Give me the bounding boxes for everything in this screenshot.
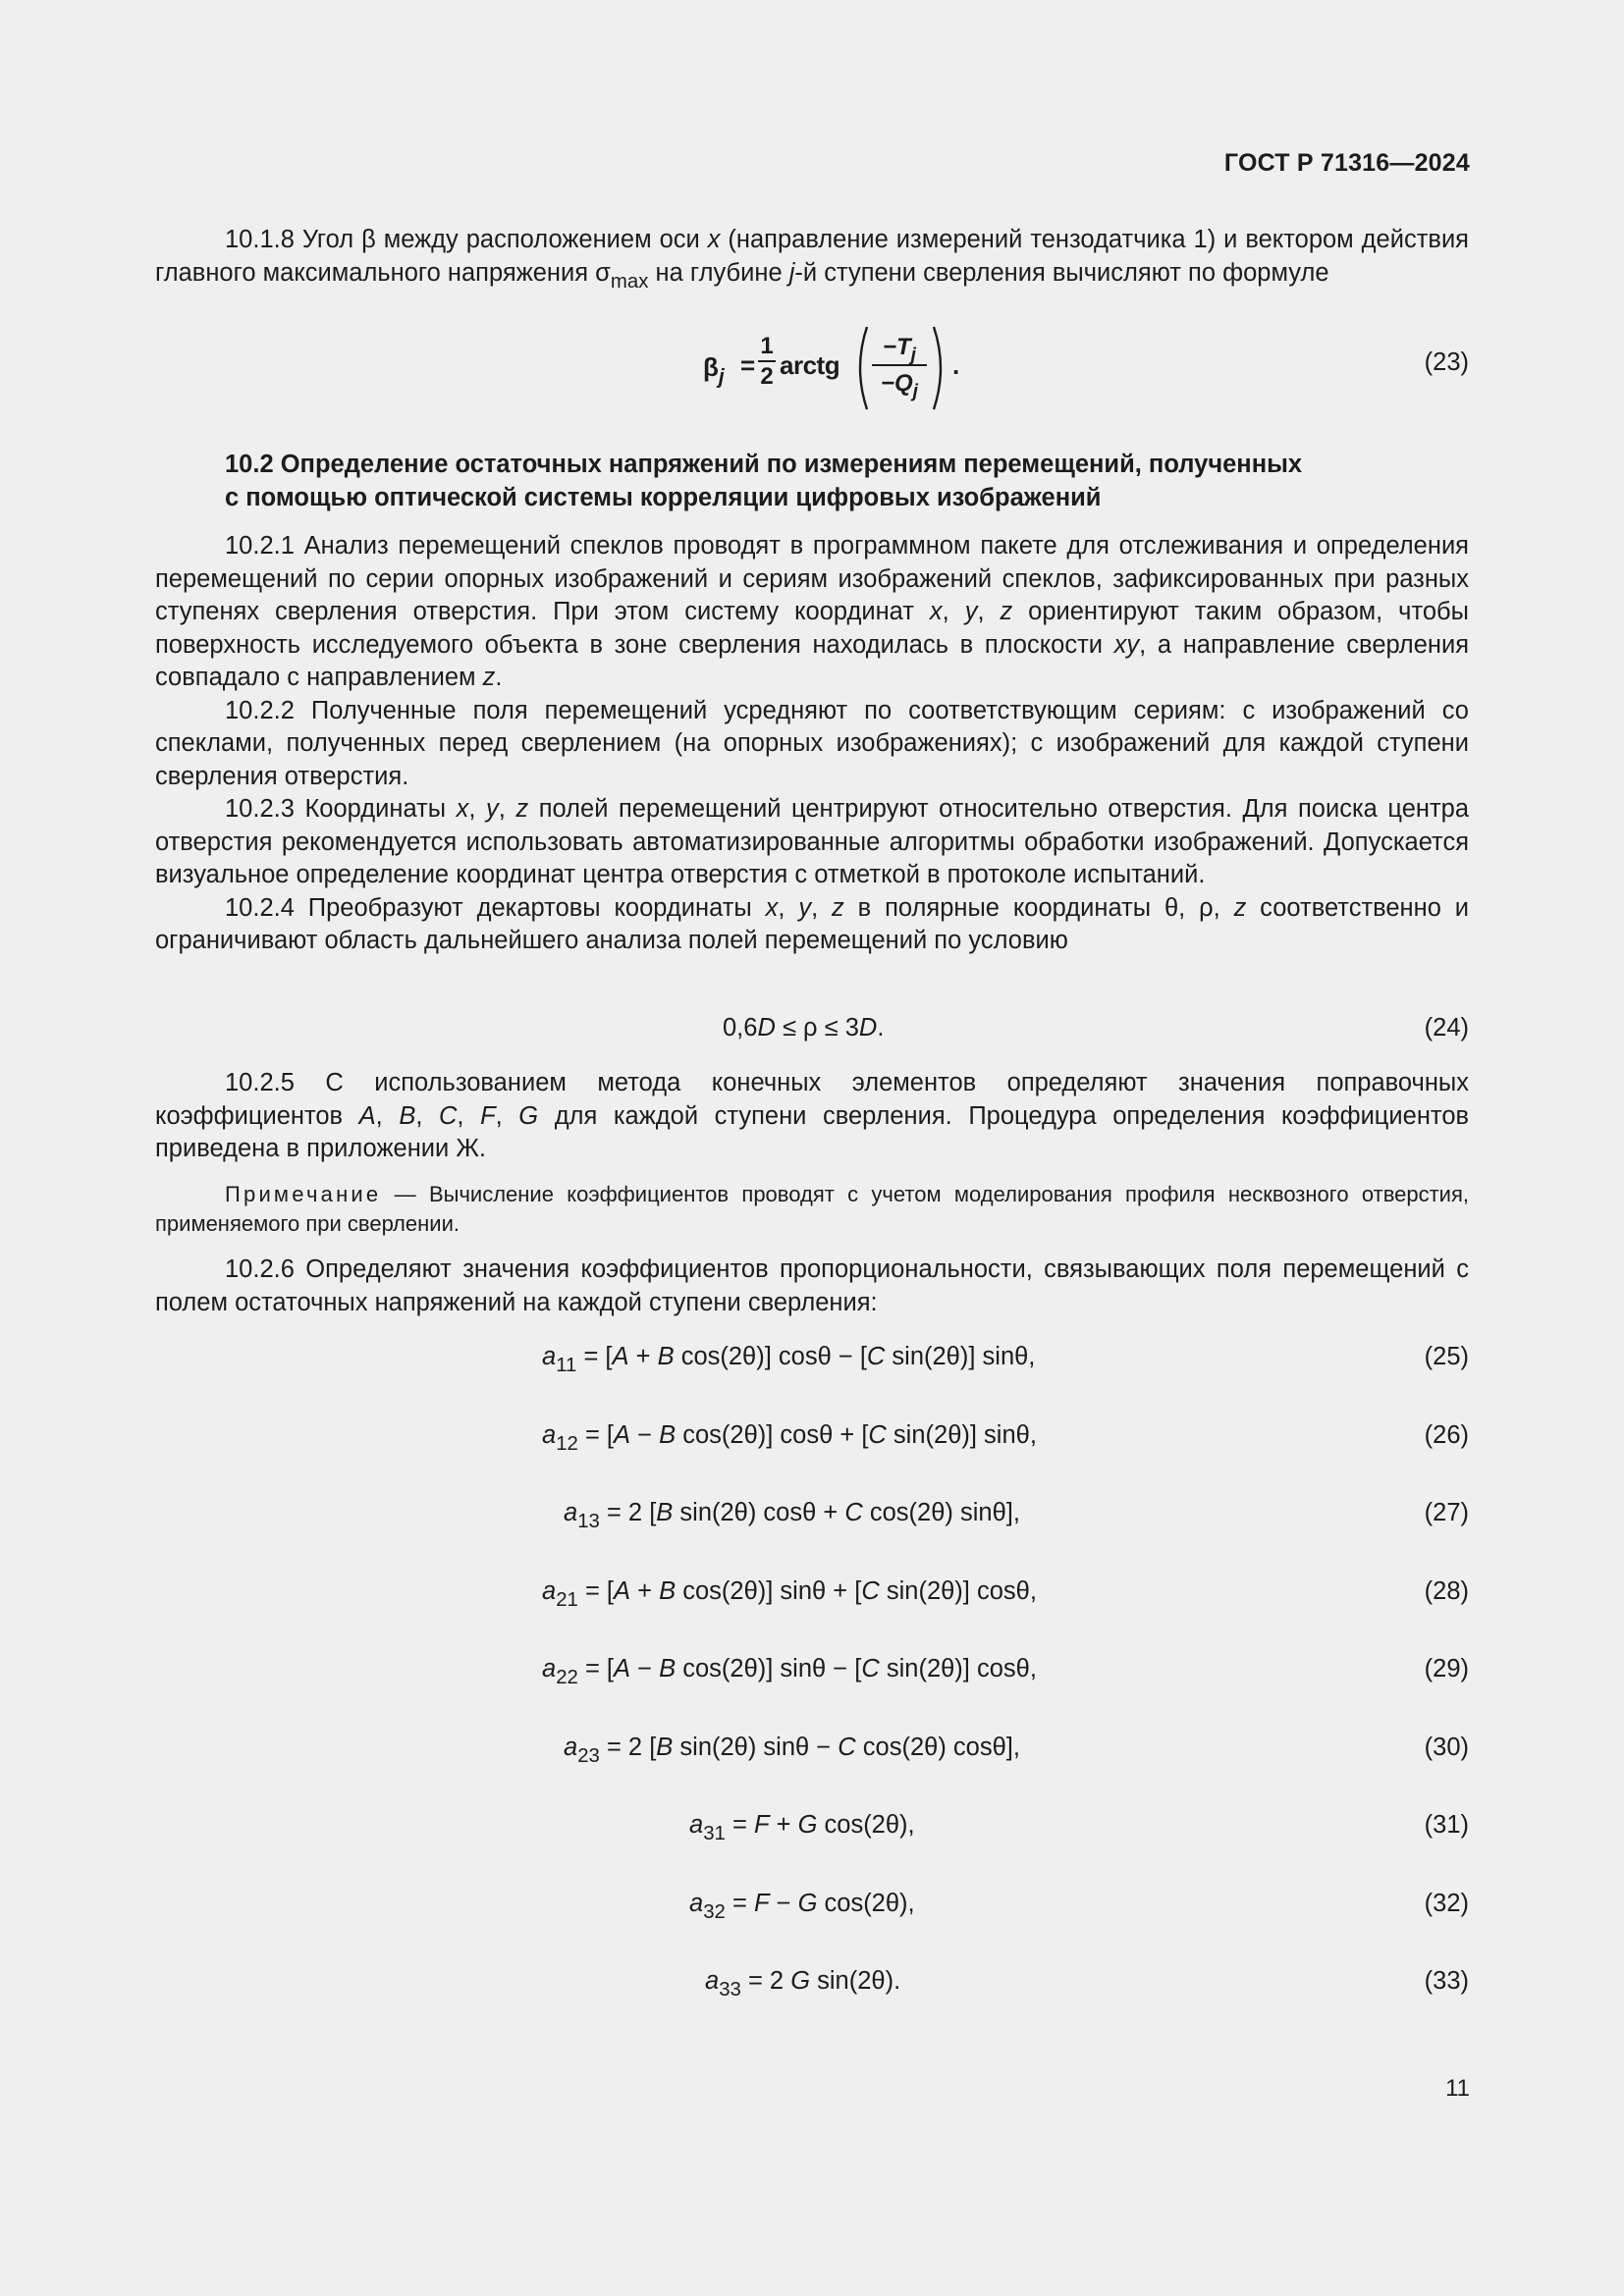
formula-24: 0,6D ≤ ρ ≤ 3D. (24) xyxy=(155,1011,1469,1044)
formula-number: (23) xyxy=(1424,348,1469,376)
paragraph-10-2-2: 10.2.2 Полученные поля перемещений усредняют по соответствующим сериям: с изображений со спеклами, полученных перед сверлением (на опорных изображениях); с изображений для каждой ступени сверления отверстия. xyxy=(155,696,1469,790)
paragraph-10-2-6-block xyxy=(155,1254,1469,1319)
formula-number: (31) xyxy=(1424,1811,1469,1839)
section-10-2-heading: 10.2 Определение остаточных напряжений по измерениям перемещений, полученных с помощью оптической системы корреляции цифровых изображений xyxy=(225,451,1303,511)
formula-32: $a_{32} = F - G$ cos(2θ), (32) xyxy=(155,1865,1469,1944)
formula-33: $a_{33} = 2$ G sin(2θ). (33) xyxy=(155,1943,1469,2021)
paragraph-10-2-1: 10.2.1 Анализ перемещений спеклов проводят в программном пакете для отслеживания и определения перемещений по серии опорных изображений и сериям изображений спеклов, зафиксированных при разных ступенях сверления отверстия. При этом систему координат x, y, z ориентируют таким образом, чтобы поверхность исследуемого объекта в зоне сверления находилась в плоскости xy, а направление сверления совпадало с направлением z. xyxy=(155,532,1470,691)
formula-27: $a_{13} = 2$ [B sin(2θ) cosθ + C cos(2θ) sinθ], (27) xyxy=(155,1474,1469,1553)
formula-26: $a_{12} = [A - B$ cos(2θ)] cosθ + [C sin(2θ)] sinθ, (26) xyxy=(155,1397,1469,1475)
document-header-id: ГОСТ Р 71316—2024 xyxy=(1223,149,1470,177)
formula-28: $a_{21} = [A + B$ cos(2θ)] sinθ + [C sin(2θ)] cosθ, (28) xyxy=(155,1553,1469,1631)
formula-number: (26) xyxy=(1424,1420,1469,1449)
paragraph-10-2-3: 10.2.3 Координаты x, y, z полей перемещений центрируют относительно отверстия. Для поиска центра отверстия рекомендуется использовать автоматизированные алгоритмы обработки изображений. Допускается визуальное определение координат центра отверстия с отметкой в протоколе испытаний. xyxy=(155,795,1470,888)
page-number: 11 xyxy=(1445,2075,1470,2102)
left-paren-icon xyxy=(850,325,870,411)
formula-number: (25) xyxy=(1424,1343,1469,1370)
note-block xyxy=(155,1180,1469,1239)
formula-number: (32) xyxy=(1424,1889,1469,1917)
formula-list xyxy=(155,1318,1469,2021)
formula-23: $\beta_j$ = 1 2 arctg $\frac{-T_j}{-Q_j}$ . (23) xyxy=(155,329,1469,417)
formula-number: (33) xyxy=(1424,1967,1469,1995)
paragraph-10-1-8-block xyxy=(155,224,1469,293)
formula-number: (28) xyxy=(1424,1576,1469,1605)
formula-number: (30) xyxy=(1424,1733,1469,1761)
formula-25: $a_{11} = [A + B$ cos(2θ)] cosθ − [C sin(2θ)] sinθ, (25) xyxy=(155,1318,1469,1397)
note: Примечание — Вычисление коэффициентов проводят с учетом моделирования профиля несквозного отверстия, применяемого при сверлении. xyxy=(155,1182,1469,1236)
formula-30: $a_{23} = 2$ [B sin(2θ) sinθ − C cos(2θ) cosθ], (30) xyxy=(155,1709,1469,1788)
formula-number: (27) xyxy=(1424,1499,1469,1526)
paragraph-10-2-5-block xyxy=(155,1067,1469,1166)
formula-number: (29) xyxy=(1424,1655,1469,1682)
paragraph-10-2-4: 10.2.4 Преобразуют декартовы координаты x, y, z в полярные координаты θ, ρ, z соответственно и ограничивают область дальнейшего анализа полей перемещений по условию xyxy=(155,893,1470,954)
formula-number: (24) xyxy=(1424,1014,1469,1041)
paragraphs-10-2-1-to-4 xyxy=(155,530,1469,958)
paragraph-10-1-8: 10.1.8 Угол β между расположением оси x (направление измерений тензодатчика 1) и вектором действия главного максимального напряжения $\sigma_{max}$ на глубине j-й ступени сверления вычисляют по формуле xyxy=(155,226,1469,293)
right-paren-icon xyxy=(931,325,950,411)
formula-29: $a_{22} = [A - B$ cos(2θ)] sinθ − [C sin(2θ)] cosθ, (29) xyxy=(155,1630,1469,1709)
formula-31: $a_{31} = F + G$ cos(2θ), (31) xyxy=(155,1787,1469,1865)
paragraph-10-2-5: 10.2.5 С использованием метода конечных элементов определяют значения поправочных коэффициентов A, B, C, F, G для каждой ступени сверления. Процедура определения коэффициентов приведена в приложении Ж. xyxy=(155,1069,1470,1162)
note-label: Примечание xyxy=(225,1182,382,1206)
paragraph-10-2-6: 10.2.6 Определяют значения коэффициентов пропорциональности, связывающих поля перемещений с полем остаточных напряжений на каждой ступени сверления: xyxy=(155,1255,1469,1316)
